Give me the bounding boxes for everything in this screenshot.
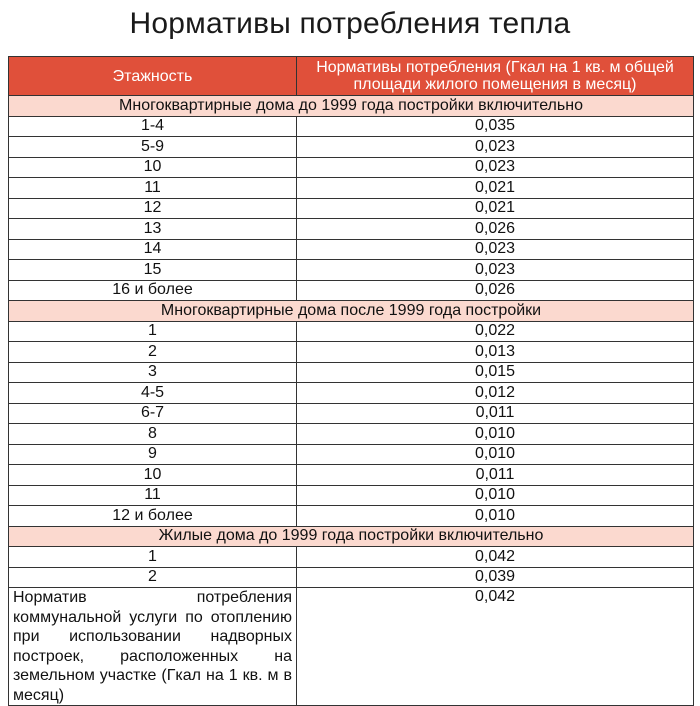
table-row [9, 403, 694, 424]
value-cell: 0,010 [297, 424, 694, 445]
value-cell: 0,013 [297, 342, 694, 363]
table-row [9, 342, 694, 363]
floors-cell: 8 [9, 424, 297, 445]
floors-cell: 11 [9, 178, 297, 199]
note-row [9, 588, 694, 706]
table-row [9, 485, 694, 506]
header-floors: Этажность [9, 57, 297, 96]
table-row [9, 465, 694, 486]
table-row [9, 137, 694, 158]
floors-cell: 13 [9, 219, 297, 240]
floors-cell: 1 [9, 547, 297, 568]
note-text: Норматив потребления коммунальной услуги по отоплению при использовании надворных построек, расположенных на земельном участке (Гкал на 1 кв. м в месяц) [9, 588, 297, 706]
floors-cell: 5-9 [9, 137, 297, 158]
value-cell: 0,010 [297, 485, 694, 506]
table-row [9, 567, 694, 588]
floors-cell: 10 [9, 157, 297, 178]
value-cell: 0,015 [297, 362, 694, 383]
value-cell: 0,035 [297, 116, 694, 137]
floors-cell: 12 [9, 198, 297, 219]
floors-cell: 3 [9, 362, 297, 383]
note-value: 0,042 [297, 588, 694, 706]
table-row [9, 260, 694, 281]
floors-cell: 16 и более [9, 280, 297, 301]
table-row [9, 178, 694, 199]
floors-cell: 6-7 [9, 403, 297, 424]
floors-cell: 4-5 [9, 383, 297, 404]
table-row [9, 219, 694, 240]
floors-cell: 11 [9, 485, 297, 506]
value-cell: 0,022 [297, 321, 694, 342]
floors-cell: 1-4 [9, 116, 297, 137]
floors-cell: 12 и более [9, 506, 297, 527]
floors-cell: 15 [9, 260, 297, 281]
section-row [9, 526, 694, 547]
value-cell: 0,011 [297, 403, 694, 424]
value-cell: 0,023 [297, 137, 694, 158]
value-cell: 0,012 [297, 383, 694, 404]
table-row [9, 444, 694, 465]
value-cell: 0,010 [297, 444, 694, 465]
value-cell: 0,026 [297, 219, 694, 240]
value-cell: 0,010 [297, 506, 694, 527]
heat-norms-table [8, 56, 694, 706]
table-row [9, 362, 694, 383]
table-row [9, 321, 694, 342]
header-norm: Нормативы потребления (Гкал на 1 кв. м общей площади жилого помещения в месяц) [297, 57, 694, 96]
table-row [9, 547, 694, 568]
table-row [9, 506, 694, 527]
floors-cell: 1 [9, 321, 297, 342]
table-row [9, 424, 694, 445]
floors-cell: 10 [9, 465, 297, 486]
floors-cell: 14 [9, 239, 297, 260]
value-cell: 0,011 [297, 465, 694, 486]
value-cell: 0,023 [297, 260, 694, 281]
value-cell: 0,021 [297, 178, 694, 199]
table-row [9, 280, 694, 301]
floors-cell: 2 [9, 567, 297, 588]
table-row [9, 157, 694, 178]
page-title: Нормативы потребления тепла [129, 7, 571, 40]
table-row [9, 116, 694, 137]
table-row [9, 198, 694, 219]
floors-cell: 9 [9, 444, 297, 465]
value-cell: 0,039 [297, 567, 694, 588]
table-row [9, 239, 694, 260]
value-cell: 0,023 [297, 157, 694, 178]
section-row [9, 301, 694, 322]
section-title: Жилые дома до 1999 года постройки включительно [9, 526, 694, 547]
floors-cell: 2 [9, 342, 297, 363]
table-row [9, 383, 694, 404]
value-cell: 0,042 [297, 547, 694, 568]
table-header-row [9, 57, 694, 96]
section-title: Многоквартирные дома до 1999 года постройки включительно [9, 96, 694, 117]
section-title: Многоквартирные дома после 1999 года постройки [9, 301, 694, 322]
value-cell: 0,023 [297, 239, 694, 260]
section-row [9, 96, 694, 117]
value-cell: 0,021 [297, 198, 694, 219]
value-cell: 0,026 [297, 280, 694, 301]
